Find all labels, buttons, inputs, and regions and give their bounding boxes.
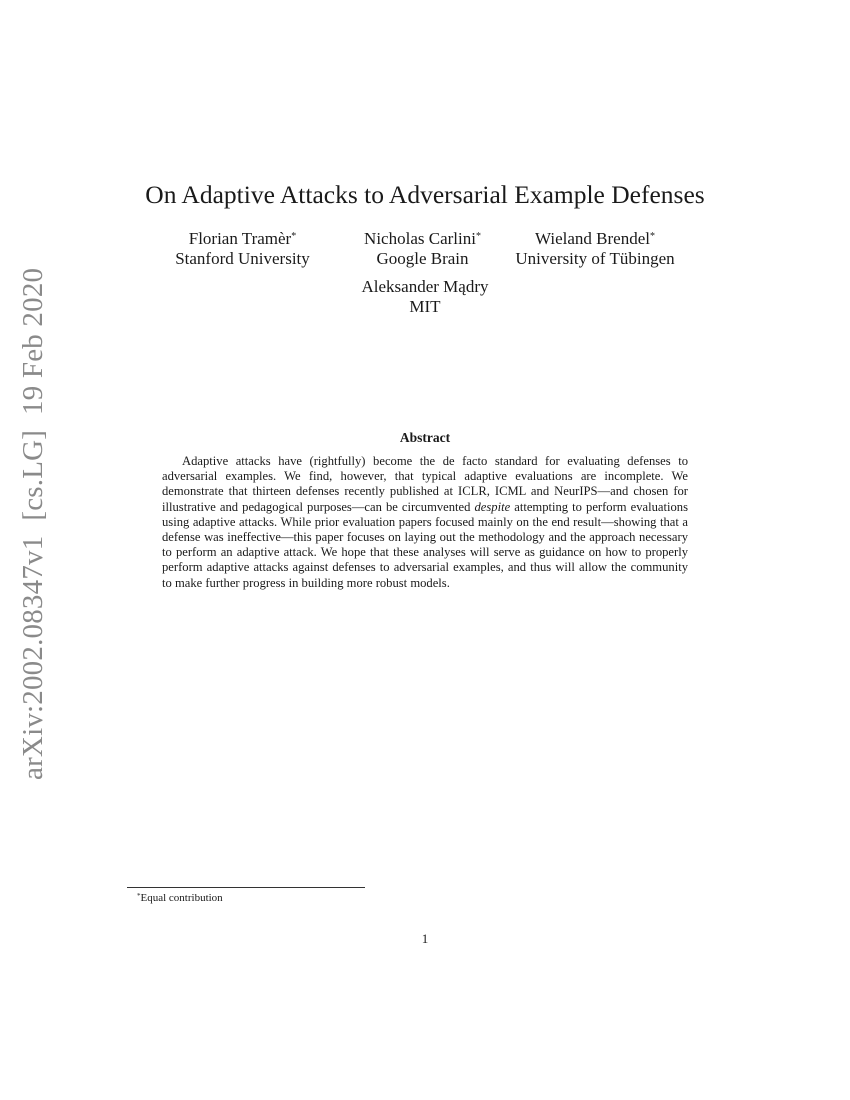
equal-contribution-mark: *: [291, 231, 297, 242]
author-block: [340, 277, 510, 317]
equal-contribution-mark: *: [475, 231, 481, 242]
author-affiliation: MIT: [409, 297, 441, 316]
abstract-text: attempting to perform evaluations using adaptive attacks. While prior evaluation papers focused mainly on the end result—showing that a defense was ineffective—this paper focuses on laying out the methodology and the approach necessary to perform an adaptive attack. We hope that these analyses will serve as guidance on how to properly perform adaptive attacks against defenses to adversarial examples, and thus will allow the community to make further progress in building more robust models.: [162, 499, 688, 590]
author-block: [340, 229, 505, 269]
arxiv-identifier-stamp: arXiv:2002.08347v1 [cs.LG] 19 Feb 2020: [17, 267, 49, 780]
equal-contribution-mark: *: [649, 231, 655, 242]
author-block: [505, 229, 685, 269]
footnote-divider: [127, 887, 365, 888]
abstract-body: [162, 454, 688, 591]
author-name: Florian Tramèr: [188, 229, 292, 248]
abstract-heading: Abstract: [399, 430, 451, 445]
author-name: Nicholas Carlini: [364, 229, 476, 248]
author-name: Aleksander Mądry: [361, 277, 489, 296]
footnote: [137, 892, 223, 904]
page-number: 1: [421, 931, 429, 946]
abstract-text: Adaptive attacks have (rightfully) become the de facto standard for evaluating defenses to adversarial examples. We find, however, that typical adaptive evaluations are incomplete. We demonstrate that thirteen defenses recently published at ICLR, ICML and NeurIPS—and chosen for illustrative and pedagogical purposes—can be circumvented: [162, 454, 688, 514]
author-name: Wieland Brendel: [535, 229, 650, 248]
author-affiliation: Google Brain: [376, 249, 469, 268]
author-affiliation: Stanford University: [175, 249, 310, 268]
paper-title: On Adaptive Attacks to Adversarial Example Defenses: [145, 180, 705, 209]
abstract-emphasis: despite: [474, 499, 511, 514]
footnote-text: Equal contribution: [140, 892, 223, 904]
author-affiliation: University of Tübingen: [515, 249, 675, 268]
author-block: [160, 229, 325, 269]
footnote-mark: *: [137, 892, 141, 900]
